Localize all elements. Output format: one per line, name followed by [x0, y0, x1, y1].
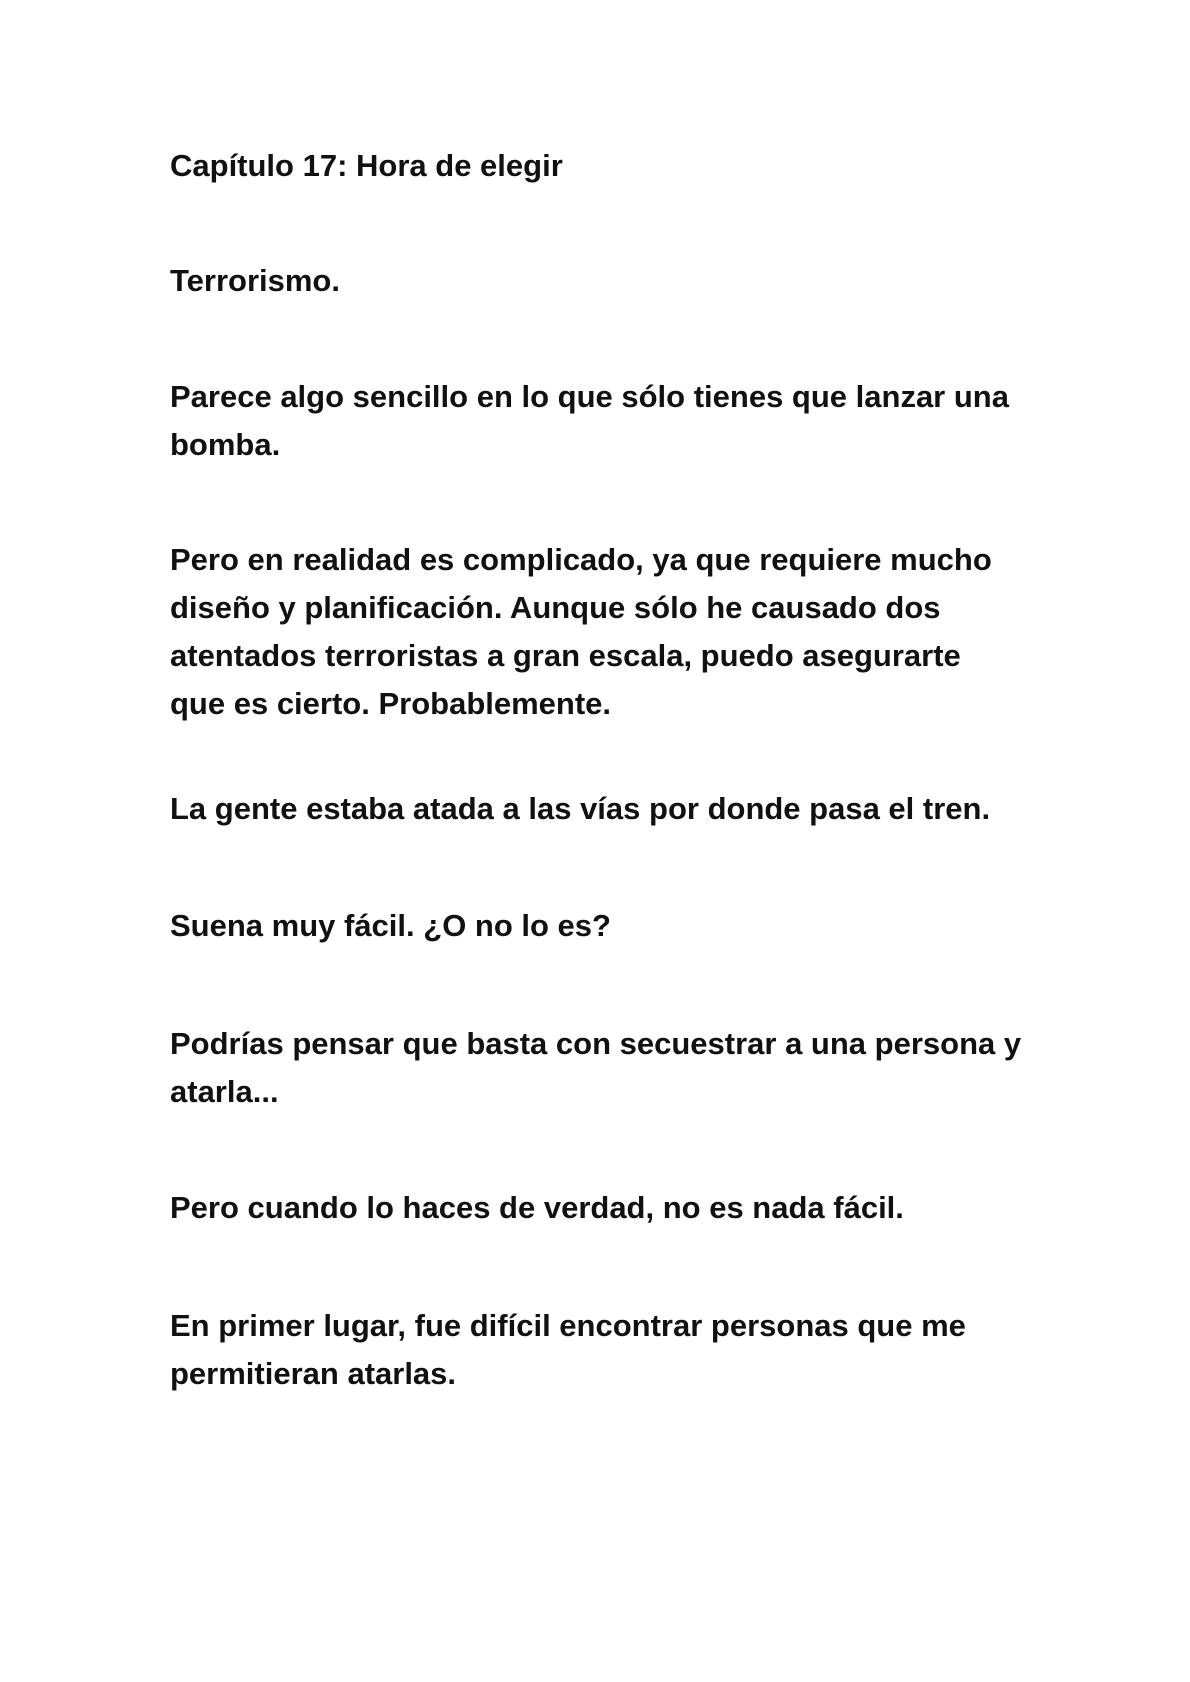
- paragraph-1: [170, 257, 1050, 305]
- paragraph-line: Suena muy fácil. ¿O no lo es?: [170, 908, 611, 943]
- paragraph-7: [170, 1184, 1050, 1232]
- paragraph-4: [170, 785, 1050, 833]
- paragraph-line: Pero cuando lo haces de verdad, no es nada fácil.: [170, 1190, 904, 1225]
- paragraph-5: [170, 902, 1050, 950]
- paragraph-line: En primer lugar, fue difícil encontrar personas que me: [170, 1308, 966, 1343]
- chapter-title: [170, 142, 1050, 190]
- paragraph-line: que es cierto. Probablemente.: [170, 686, 612, 721]
- chapter-title-text: Capítulo 17: Hora de elegir: [170, 148, 563, 183]
- paragraph-line: atentados terroristas a gran escala, puedo asegurarte: [170, 638, 961, 673]
- paragraph-line: atarla...: [170, 1074, 279, 1109]
- paragraph-line: Podrías pensar que basta con secuestrar a una persona y: [170, 1026, 1022, 1061]
- paragraph-line: Terrorismo.: [170, 263, 340, 298]
- paragraph-line: bomba.: [170, 427, 281, 462]
- paragraph-line: permitieran atarlas.: [170, 1356, 457, 1391]
- paragraph-2: [170, 373, 1050, 469]
- paragraph-line: La gente estaba atada a las vías por donde pasa el tren.: [170, 791, 991, 826]
- paragraph-3: [170, 536, 1050, 728]
- paragraph-line: Pero en realidad es complicado, ya que requiere mucho: [170, 542, 992, 577]
- paragraph-line: diseño y planificación. Aunque sólo he causado dos: [170, 590, 941, 625]
- paragraph-8: [170, 1302, 1050, 1398]
- paragraph-line: Parece algo sencillo en lo que sólo tienes que lanzar una: [170, 379, 1009, 414]
- paragraph-6: [170, 1020, 1050, 1116]
